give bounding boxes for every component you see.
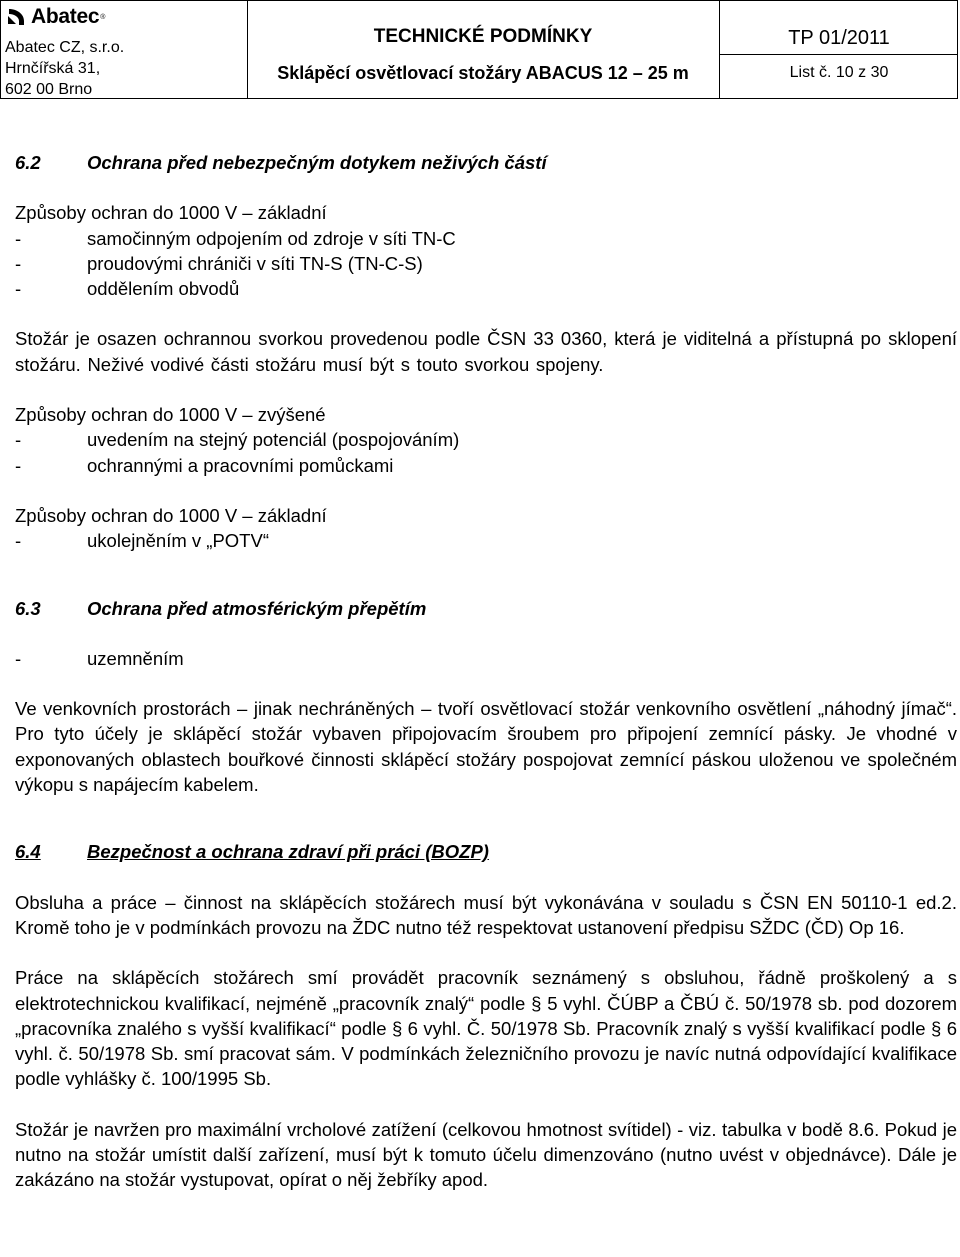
abatec-logo-icon (5, 6, 27, 28)
document-title: TECHNICKÉ PODMÍNKY (373, 26, 593, 47)
list-item: - uzemněním (15, 647, 184, 669)
section-number: 6.4 (15, 841, 41, 863)
paragraph: Stožár je osazen ochrannou svorkou provedenou podle ČSN 33 0360, která je viditelná a přístupná po sklopení stožáru. Neživé vodivé části stožáru musí být s touto svorkou spojeny. (15, 328, 957, 375)
document-number: TP 01/2011 (788, 27, 890, 49)
header-divider (719, 54, 957, 55)
company-address (5, 37, 124, 100)
registered-mark: ® (100, 13, 106, 21)
paragraph: Práce na sklápěcích stožárech smí provádět pracovník seznámený s obsluhou, řádně proškolený a s elektrotechnickou kvalifikací, nejméně „pracovník znalý“ podle § 5 vyhl. ČÚBP a ČBÚ č. 50/1978 sb. pod dozorem „pracovníka znalého s vyšší kvalifikací“ podle § 6 vyhl. Č. 50/1978 Sb. Pracovník znalý s vyšší kvalifikací podle § 6 vyhl. č. 50/1978 Sb. smí pracovat sám. V podmínkách železničního provozu je navíc nutná odpovídající kvalifikace podle vyhlášky č. 100/1995 Sb. (15, 967, 957, 1090)
paragraph: Ve venkovních prostorách – jinak nechráněných – tvoří osvětlovací stožár venkovního osvětlení „náhodný jímač“. Pro tyto účely je sklápěcí stožár vybaven připojovacím šroubem pro připojení zemnící pásky. Je vhodné v exponovaných oblastech bouřkové činnosti sklápěcí stožáry pospojovat zemnící páskou uloženou ve společném výkopu s napájecím kabelem. (15, 698, 957, 796)
document-subtitle: Sklápěcí osvětlovací stožáry ABACUS 12 – 25 m (277, 63, 689, 83)
list-item: - ochrannými a pracovními pomůckami (15, 454, 394, 476)
paragraph: Stožár je navržen pro maximální vrcholové zatížení (celkovou hmotnost svítidel) - viz. tabulka v bodě 8.6. Pokud je nutno na stožár umístit další zařízení, musí být k tomuto účelu dimenzováno (nutno uvést v objednávce). Dále je zakázáno na stožár vystupovat, opírat o něj žebříky apod. (15, 1118, 957, 1191)
section-heading (15, 839, 957, 864)
document-body (15, 150, 957, 1193)
list-item: - samočinným odpojením od zdroje v síti TN-C (15, 227, 456, 249)
company-logo (5, 5, 105, 29)
list-item: - uvedením na stejný potenciál (pospojováním) (15, 429, 460, 451)
company-street: Hrnčířská 31, (5, 60, 101, 77)
section-title: Bezpečnost a ochrana zdraví při práci (BOZP) (87, 841, 489, 863)
company-city: 602 00 Brno (5, 81, 93, 98)
section-heading (15, 596, 957, 621)
protection-group-heading: Způsoby ochran do 1000 V – základní (15, 504, 327, 526)
paragraph: Obsluha a práce – činnost na sklápěcích stožárech musí být vykonávána v souladu s ČSN EN 50110-1 ed.2. Kromě toho je v podmínkách provozu na ŽDC nutno též respektovat ustanovení předpisu SŽDC (ČD) Op 16. (15, 891, 957, 938)
list-item: - proudovými chrániči v síti TN-S (TN-C-S) (15, 252, 423, 274)
list-item: - oddělením obvodů (15, 278, 240, 300)
logo-text: Abatec (31, 5, 100, 28)
section-number: 6.2 (15, 152, 41, 173)
section-number: 6.3 (15, 597, 41, 619)
protection-group-heading: Způsoby ochran do 1000 V – základní (15, 202, 327, 224)
company-name: Abatec CZ, s.r.o. (5, 39, 125, 56)
protection-group-heading: Způsoby ochran do 1000 V – zvýšené (15, 404, 326, 426)
section-heading (15, 150, 957, 175)
section-title: Ochrana před atmosférickým přepětím (87, 597, 427, 619)
section-title: Ochrana před nebezpečným dotykem neživých částí (87, 152, 547, 173)
list-item: - ukolejněním v „POTV“ (15, 530, 269, 552)
document-header (0, 0, 958, 99)
page-number: List č. 10 z 30 (789, 64, 889, 81)
